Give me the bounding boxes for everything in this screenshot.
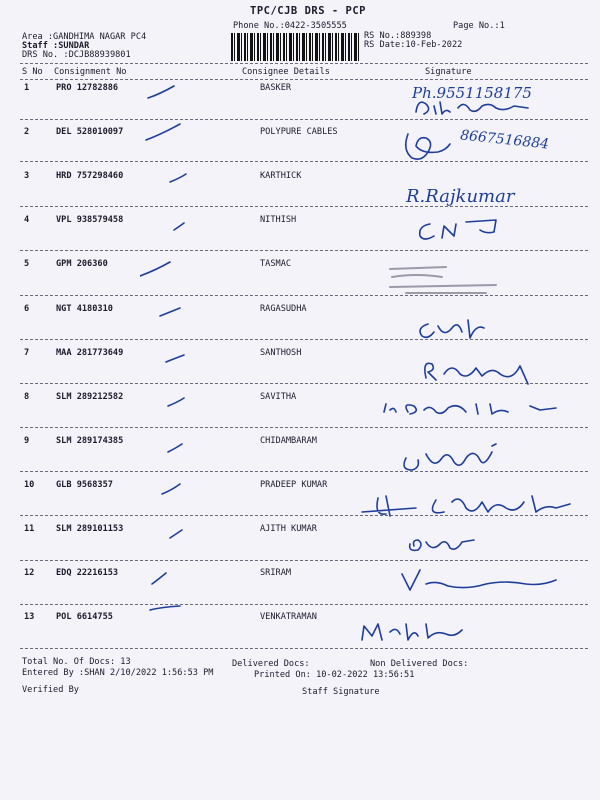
- col-sno: S No: [22, 67, 43, 77]
- row-consignee: TASMAC: [260, 259, 292, 269]
- drs-number: DRS No. :DCJB88939801: [22, 50, 131, 60]
- row-sno: 3: [24, 171, 30, 181]
- signature-1: [410, 96, 560, 120]
- row-sno: 4: [24, 215, 30, 225]
- total-docs: Total No. Of Docs: 13: [22, 657, 131, 667]
- row-divider: [20, 339, 588, 340]
- signature-12: [396, 566, 566, 596]
- entered-by: Entered By :SHAN 2/10/2022 1:56:53 PM: [22, 668, 214, 678]
- col-consignment: Consignment No: [54, 67, 127, 77]
- row-sno: 7: [24, 348, 30, 358]
- row-consignee: KARTHICK: [260, 171, 302, 181]
- row-sno: 11: [24, 524, 35, 534]
- row-sno: 5: [24, 259, 30, 269]
- row-consignment: POL 6614755: [56, 612, 113, 622]
- row-divider: [20, 604, 588, 605]
- row-sno: 12: [24, 568, 35, 578]
- row-consignee: VENKATRAMAN: [260, 612, 317, 622]
- row-consignment: PRO 12782886: [56, 83, 119, 93]
- row-consignee: BASKER: [260, 83, 292, 93]
- row-consignee: PRADEEP KUMAR: [260, 480, 328, 490]
- row-sno: 13: [24, 612, 35, 622]
- area: Area :GANDHIMA NAGAR PC4: [22, 32, 147, 42]
- row-divider: [20, 648, 588, 649]
- signature-8: [380, 398, 570, 420]
- row-consignment: HRD 757298460: [56, 171, 124, 181]
- row-consignment: EDQ 22216153: [56, 568, 119, 578]
- row-consignee: RAGASUDHA: [260, 304, 307, 314]
- row-consignment: SLM 289101153: [56, 524, 124, 534]
- row-consignee: SRIRAM: [260, 568, 292, 578]
- signature-9: [396, 440, 506, 476]
- row-consignment: SLM 289212582: [56, 392, 124, 402]
- phone-number: Phone No.:0422-3505555: [233, 21, 347, 31]
- row-consignment: GPM 206360: [56, 259, 108, 269]
- row-consignee: SAVITHA: [260, 392, 297, 402]
- page-number: Page No.:1: [453, 21, 505, 31]
- signature-13: [356, 618, 476, 646]
- delivery-stamp: [386, 263, 506, 297]
- signature-4: [410, 214, 510, 244]
- printed-on: Printed On: 10-02-2022 13:56:51: [254, 670, 415, 680]
- row-consignment: DEL 528010097: [56, 127, 124, 137]
- row-divider: [20, 250, 588, 251]
- row-sno: 10: [24, 480, 35, 490]
- signature-phone-2: 8667516884: [459, 127, 550, 153]
- non-delivered-docs: Non Delivered Docs:: [370, 659, 469, 669]
- signature-7: [420, 356, 550, 388]
- row-consignee: CHIDAMBARAM: [260, 436, 317, 446]
- row-consignee: AJITH KUMAR: [260, 524, 317, 534]
- signature-3: R.Rajkumar: [406, 186, 515, 207]
- col-signature: Signature: [425, 67, 472, 77]
- row-consignment: MAA 281773649: [56, 348, 124, 358]
- rs-number: RS No.:889398: [364, 31, 432, 41]
- signature-6: [414, 314, 494, 344]
- signature-11: [404, 530, 484, 556]
- row-divider: [20, 560, 588, 561]
- verified-by: Verified By: [22, 685, 79, 695]
- delivered-docs: Delivered Docs:: [232, 659, 310, 669]
- signature-2: [398, 128, 454, 164]
- row-sno: 2: [24, 127, 30, 137]
- document-title: TPC/CJB DRS - PCP: [250, 5, 366, 17]
- staff-signature: Staff Signature: [302, 687, 380, 697]
- row-sno: 6: [24, 304, 30, 314]
- row-consignment: NGT 4180310: [56, 304, 113, 314]
- staff: Staff :SUNDAR: [22, 41, 90, 51]
- row-divider: [20, 161, 588, 162]
- signature-phone-1: Ph.9551158175: [412, 84, 532, 102]
- column-divider: [20, 79, 588, 80]
- row-consignment: SLM 289174385: [56, 436, 124, 446]
- row-sno: 9: [24, 436, 30, 446]
- barcode: [231, 33, 359, 61]
- row-sno: 8: [24, 392, 30, 402]
- row-consignee: SANTHOSH: [260, 348, 302, 358]
- signature-10: [356, 490, 580, 524]
- row-consignee: NITHISH: [260, 215, 297, 225]
- row-consignee: POLYPURE CABLES: [260, 127, 338, 137]
- col-consignee: Consignee Details: [242, 67, 330, 77]
- rs-date: RS Date:10-Feb-2022: [364, 40, 463, 50]
- delivery-tick-marks: [140, 80, 200, 620]
- row-consignment: VPL 938579458: [56, 215, 124, 225]
- row-divider: [20, 427, 588, 428]
- header-divider: [20, 63, 588, 64]
- row-consignment: GLB 9568357: [56, 480, 113, 490]
- row-sno: 1: [24, 83, 30, 93]
